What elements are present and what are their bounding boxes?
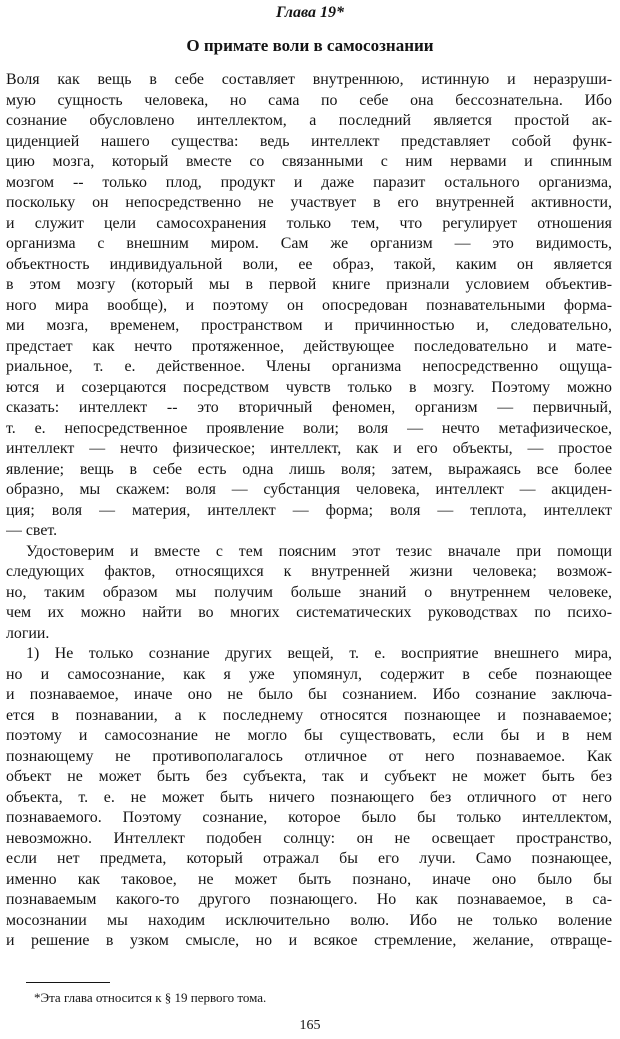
text-line: поскольку он непосредственно не участвует в его внутренней активности, <box>6 194 612 211</box>
text-line: логии. <box>6 624 50 642</box>
text-line: циденцией нашего существа: ведь интеллект представляет собой функ- <box>6 132 612 150</box>
text-line: невозможно. Интеллект подобен солнцу: он не освещает пространство, <box>6 829 612 847</box>
text-line: ми мозга, временем, пространством и причинностью и, следовательно, <box>6 317 612 334</box>
section-title: О примате воли в самосознании <box>186 36 434 55</box>
text-line: но, таким образом мы получим больше знаний о внутреннем человеке, <box>6 583 612 601</box>
text-line: именно как таковое, не может быть познано, иначе оно было бы <box>6 870 612 888</box>
text-line: риальное, т. е. действенное. Члены организма непосредственно ощуща- <box>6 358 612 375</box>
text-line: мозгом -- только плод, продукт и даже паразит остального организма, <box>6 173 612 191</box>
text-line: ного мира вообще), и поэтому он опосредован познавательными форма- <box>6 296 612 314</box>
text-line: объект не может быть без субъекта, так и субъект не может быть без <box>6 768 612 785</box>
text-line: предстает как нечто протяженное, действующее последовательно и мате- <box>6 337 612 355</box>
text-line: следующих фактов, относящихся к внутренней жизни человека; возмож- <box>6 563 612 580</box>
text-line: 1) Не только сознание других вещей, т. е. восприятие внешнего мира, <box>26 645 612 662</box>
text-line: в этом мозгу (который мы в первой книге признали условием объектив- <box>6 276 612 293</box>
text-line: познающему не противополагалось отличное от него познаваемое. Как <box>6 747 612 765</box>
text-line: ются и созерцаются посредством чувств только в мозгу. Поэтому можно <box>6 378 612 396</box>
text-line: поэтому и самосознание не могло бы существовать, если бы и в нем <box>6 727 612 744</box>
text-line: объекта, т. е. не может быть ничего познающего без отличного от него <box>6 788 612 806</box>
text-line: явление; вещь в себе есть одна лишь воля; затем, выражаясь все более <box>6 460 612 478</box>
text-line: чем их можно найти во многих систематических руководствах по психо- <box>6 604 612 621</box>
text-line: сказать: интеллект -- это вторичный феномен, организм — первичный, <box>6 399 612 416</box>
text-line: сознание обусловлено интеллектом, а последний является простой ак- <box>6 112 612 129</box>
chapter-heading: Глава 19* <box>275 4 345 21</box>
text-line: — свет. <box>6 522 58 539</box>
text-line: интеллект — нечто физическое; интеллект, как и его объекты, — простое <box>6 440 612 457</box>
text-line: Удостоверим и вместе с тем поясним этот тезис вначале при помощи <box>26 542 612 560</box>
text-line: познаваемым какого-то другого познающего. Но как познаваемое, в са- <box>6 891 612 908</box>
text-line: если нет предмета, который отражал бы его лучи. Само познающее, <box>6 850 612 867</box>
text-line: образно, мы скажем: воля — субстанция человека, интеллект — акциден- <box>6 481 612 498</box>
text-line: т. е. непосредственное проявление воли; воля — нечто метафизическое, <box>6 419 612 437</box>
text-line: цию мозга, который вместе со связанными с ним нервами и спинным <box>6 153 612 170</box>
text-line: Воля как вещь в себе составляет внутреннюю, истинную и неразруши- <box>6 71 612 88</box>
text-line: мосознании мы находим исключительно волю. Ибо не только воление <box>6 911 612 929</box>
text-line: организма с внешним миром. Сам же организм — это видимость, <box>6 235 612 252</box>
text-line: и познаваемое, иначе оно не было бы сознанием. Ибо сознание заключа- <box>6 686 612 703</box>
text-line: но и самосознание, как я уже упомянул, содержит в себе познающее <box>6 665 612 683</box>
text-line: мую сущность человека, но сама по себе она бессознательна. Ибо <box>6 91 612 109</box>
text-line: ется в познавании, а к последнему относятся познающее и познаваемое; <box>6 706 612 724</box>
page-number: 165 <box>299 1018 321 1033</box>
main-text <box>6 70 612 952</box>
text-line: и служит цели самосохранения только тем, что регулирует отношения <box>6 214 612 232</box>
footnote: *Эта глава относится к § 19 первого тома. <box>34 990 267 1005</box>
text-line: ция; воля — материя, интеллект — форма; воля — теплота, интеллект <box>6 501 612 519</box>
text-line: и решение в узком смысле, но и всякое стремление, желание, отвраще- <box>6 932 612 949</box>
text-line: познаваемого. Поэтому сознание, которое было бы только интеллектом, <box>6 809 612 826</box>
text-line: объектность индивидуальной воли, ее образ, такой, каким он является <box>6 255 612 273</box>
footnote-divider <box>26 982 110 983</box>
